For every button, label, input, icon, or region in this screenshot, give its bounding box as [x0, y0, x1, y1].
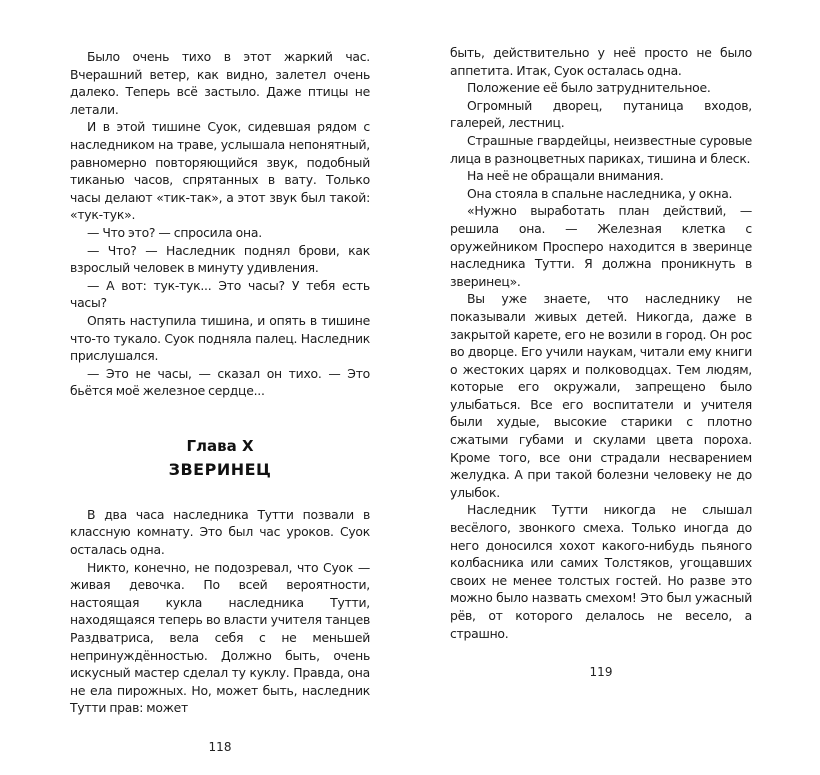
paragraph: «Нужно выработать план действий, — решила она. — Железная клетка с оружейником Просперо находится в зверинце наследника Тутти. Я должна проникнуть в зверинец».	[450, 203, 752, 289]
paragraph: Положение её было затруднительное.	[467, 80, 711, 96]
left-page-text-bottom	[70, 506, 370, 717]
paragraph: — Что это? — спросила она.	[87, 224, 262, 240]
left-page-text-top	[70, 48, 370, 400]
chapter-title: ЗВЕРИНЕЦ	[168, 459, 272, 479]
paragraph: И в этой тишине Суок, сидевшая рядом с наследником на траве, услышала непонятный, равномерно повторяющийся звук, подобный тиканью часов, спрятанных в вату. Только часы делают «тик-так», а этот звук был такой: «тук-тук».	[70, 119, 370, 223]
right-page	[410, 0, 820, 775]
paragraph: — А вот: тук-тук... Это часы? У тебя есть часы?	[70, 277, 370, 311]
chapter-number: Глава X	[186, 436, 254, 455]
paragraph: Огромный дворец, путаница входов, галерей, лестниц.	[450, 97, 752, 131]
page-number-right: 119	[589, 665, 613, 680]
chapter-heading	[70, 434, 370, 482]
page-number-left: 118	[208, 740, 232, 754]
paragraph: — Это не часы, — сказал он тихо. — Это бьётся моё железное сердце...	[70, 365, 370, 399]
paragraph: — Что? — Наследник поднял брови, как взрослый человек в минуту удивления.	[70, 242, 370, 276]
paragraph: Вы уже знаете, что наследнику не показывали живых детей. Никогда, даже в закрытой карете, его не возили в город. Он рос во дворце. Его учили наукам, читали ему книги о жестоких царях и полководцах. Тем людям, которые его окружали, запрещено было улыбаться. Все его воспитатели и учителя были худые, высокие старики с плотно сжатыми губами и скулами цвета пороха. Кроме того, все они страдали несварением желудка. А при такой болезни человеку не до улыбок.	[450, 291, 752, 500]
paragraph: В два часа наследника Тутти позвали в классную комнату. Это был час уроков. Суок осталась одна.	[70, 506, 370, 558]
paragraph: быть, действительно у неё просто не было аппетита. Итак, Суок осталась одна.	[450, 45, 752, 78]
paragraph: Она стояла в спальне наследника, у окна.	[467, 185, 733, 201]
paragraph: Наследник Тутти никогда не слышал весёлого, звонкого смеха. Только иногда до него доносился хохот какого-нибудь пьяного колбасника или самих Толстяков, угощавших своих не менее толстых гостей. Но разве это можно было назвать смехом! Это был ужасный рёв, от которого делалось не весело, а страшно.	[450, 502, 752, 641]
paragraph: Было очень тихо в этот жаркий час. Вчерашний ветер, как видно, залетел очень далеко. Теперь всё застыло. Даже птицы не летали.	[70, 49, 370, 117]
paragraph: На неё не обращали внимания.	[467, 168, 664, 184]
paragraph: Никто, конечно, не подозревал, что Суок — живая девочка. По всей вероятности, настоящая кукла наследника Тутти, находящаяся теперь во власти учителя танцев Раздватриса, вела себя с не меньшей непринуждённостью. Должно быть, очень искусный мастер сделал ту куклу. Правда, она не ела пирожных. Но, может быть, наследник Тутти прав: может	[70, 559, 370, 716]
paragraph: Страшные гвардейцы, неизвестные суровые лица в разноцветных париках, тишина и блеск.	[450, 132, 752, 166]
paragraph: Опять наступила тишина, и опять в тишине что-то тукало. Суок подняла палец. Наследник прислушался.	[70, 312, 370, 364]
right-page-text	[450, 44, 752, 642]
